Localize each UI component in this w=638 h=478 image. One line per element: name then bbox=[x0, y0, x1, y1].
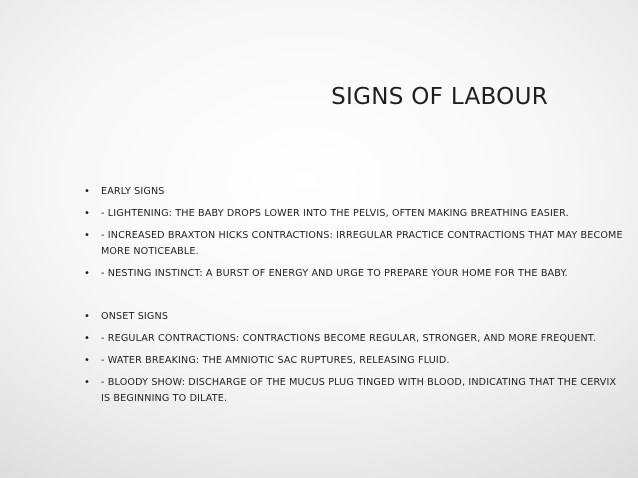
bullet-text: ONSET SIGNS bbox=[101, 311, 169, 322]
bullet-item-regular-contractions bbox=[84, 331, 638, 347]
bullet-text: - NESTING INSTINCT: A BURST OF ENERGY AND URGE TO PREPARE YOUR HOME FOR THE BABY. bbox=[101, 268, 568, 279]
bullet-icon: • bbox=[84, 186, 91, 197]
bullet-icon: • bbox=[84, 268, 91, 279]
bullet-icon: • bbox=[84, 355, 91, 366]
bullet-text: - WATER BREAKING: THE AMNIOTIC SAC RUPTURES, RELEASING FLUID. bbox=[101, 355, 450, 366]
bullet-text: - BLOODY SHOW: DISCHARGE OF THE MUCUS PLUG TINGED WITH BLOOD, INDICATING THAT THE CERVIX IS BEGINNING TO DILATE. bbox=[101, 377, 617, 404]
bullet-text: EARLY SIGNS bbox=[101, 186, 165, 197]
group-spacer bbox=[84, 288, 638, 309]
slide-content bbox=[84, 184, 638, 413]
bullet-text: - INCREASED BRAXTON HICKS CONTRACTIONS: IRREGULAR PRACTICE CONTRACTIONS THAT MAY BECOME MORE NOTICEABLE. bbox=[101, 230, 623, 257]
bullet-item-bloody-show bbox=[84, 375, 626, 407]
slide-title: SIGNS OF LABOUR bbox=[331, 84, 548, 110]
bullet-item-nesting-instinct bbox=[84, 266, 638, 282]
bullet-icon: • bbox=[84, 377, 91, 388]
bullet-text: - LIGHTENING: THE BABY DROPS LOWER INTO THE PELVIS, OFTEN MAKING BREATHING EASIER. bbox=[101, 208, 569, 219]
bullet-item-early-signs bbox=[84, 184, 638, 200]
bullet-text: - REGULAR CONTRACTIONS: CONTRACTIONS BECOME REGULAR, STRONGER, AND MORE FREQUENT. bbox=[101, 333, 596, 344]
bullet-item-onset-signs bbox=[84, 309, 638, 325]
bullet-icon: • bbox=[84, 333, 91, 344]
bullet-item-braxton-hicks bbox=[84, 228, 626, 260]
bullet-icon: • bbox=[84, 230, 91, 241]
bullet-item-water-breaking bbox=[84, 353, 638, 369]
bullet-icon: • bbox=[84, 311, 91, 322]
bullet-icon: • bbox=[84, 208, 91, 219]
bullet-item-lightening bbox=[84, 206, 638, 222]
